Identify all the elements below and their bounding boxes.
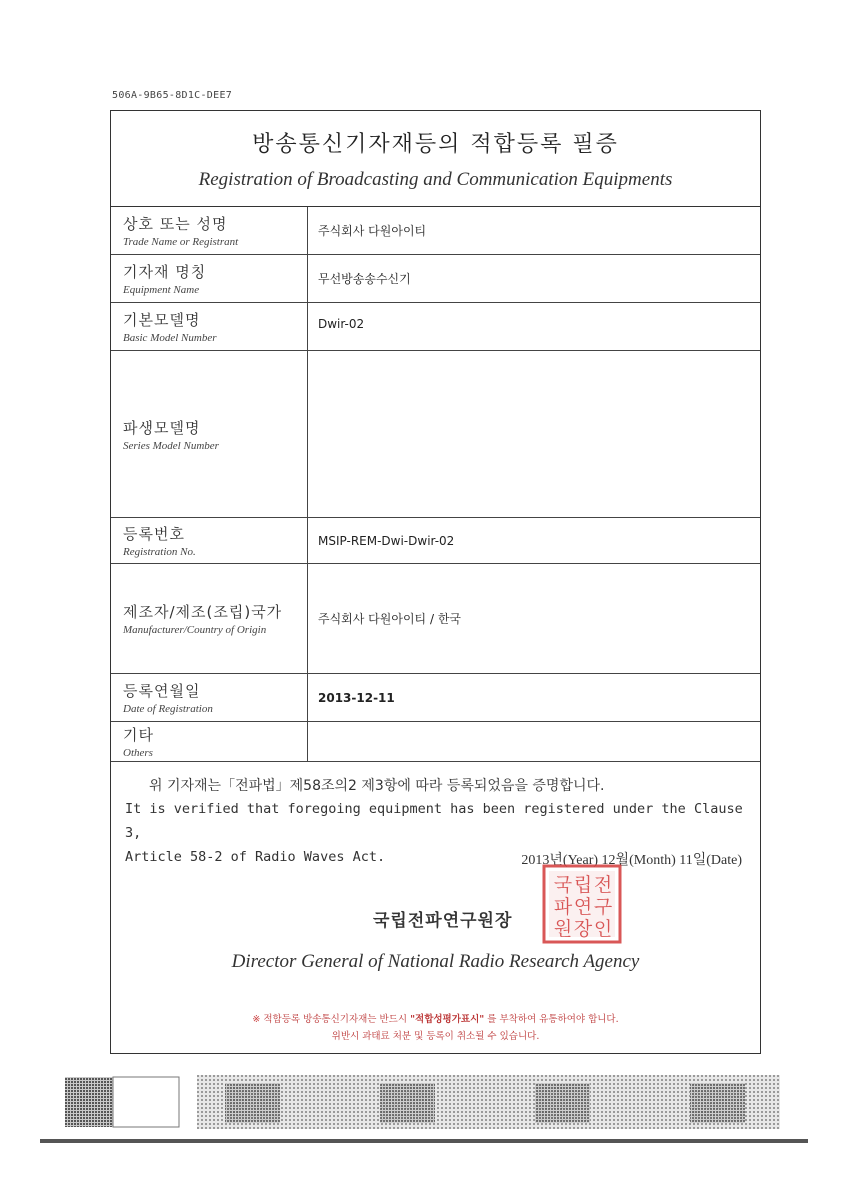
label-english: Series Model Number [123, 439, 219, 452]
notice-line2: 위반시 과태료 처분 및 등록이 취소될 수 있습니다. [331, 1031, 540, 1042]
svg-text:연: 연 [573, 896, 593, 918]
barcode-block-icon [65, 1077, 113, 1127]
barcode-strip [65, 1075, 780, 1131]
statement-english-line1: It is verified that foregoing equipment has been registered under the Clause 3, [125, 801, 743, 841]
value-series-model [308, 351, 760, 517]
official-seal-icon [541, 863, 623, 945]
label-korean: 등록연월일 [123, 682, 201, 700]
value-registration-no: MSIP-REM-Dwi-Dwir-02 [318, 533, 455, 548]
label-korean: 기타 [123, 726, 154, 744]
svg-text:립: 립 [573, 874, 593, 896]
row-label [111, 722, 308, 761]
svg-text:파: 파 [553, 896, 573, 918]
issue-date: 2013년(Year) 12월(Month) 11일(Date) [521, 853, 742, 868]
row-label [111, 303, 308, 350]
notice-line1-b: "적합성평가표시" [410, 1014, 485, 1025]
label-english: Manufacturer/Country of Origin [123, 624, 267, 636]
director-english: Director General of National Radio Research Agency [231, 951, 640, 972]
row-trade-name [111, 207, 760, 255]
value-registration-date: 2013-12-11 [318, 690, 395, 705]
value-equipment-name: 무선방송송수신기 [318, 272, 411, 286]
notice-line1-a: 적합등록 방송통신기자재는 반드시 [263, 1014, 408, 1025]
label-korean: 등록번호 [123, 525, 185, 543]
label-english: Others [123, 747, 153, 759]
row-label [111, 518, 308, 563]
notice [111, 1011, 760, 1045]
svg-text:인: 인 [593, 918, 613, 940]
notice-mark: ※ [252, 1014, 261, 1025]
statement-korean: 위 기자재는「전파법」제58조의2 제3항에 따라 등록되었음을 증명합니다. [149, 778, 605, 794]
row-label [111, 207, 308, 254]
title-korean: 방송통신기자재등의 적합등록 필증 [252, 132, 619, 157]
label-korean: 파생모델명 [123, 418, 201, 437]
row-label [111, 674, 308, 721]
row-registration-no [111, 518, 760, 564]
label-korean: 상호 또는 성명 [123, 215, 228, 233]
document-id: 506A-9B65-8D1C-DEE7 [112, 90, 233, 101]
label-english: Trade Name or Registrant [123, 236, 239, 248]
label-korean: 기자재 명칭 [123, 263, 207, 281]
registration-table [111, 206, 760, 762]
director-korean: 국립전파연구원장 [373, 911, 513, 931]
label-english: Equipment Name [123, 284, 200, 296]
svg-text:국: 국 [553, 874, 573, 896]
row-equipment-name [111, 255, 760, 303]
value-trade-name: 주식회사 다원아이티 [318, 224, 427, 238]
notice-line1 [111, 1011, 760, 1028]
row-basic-model [111, 303, 760, 351]
statement-english-line2: Article 58-2 of Radio Waves Act. [125, 849, 386, 865]
svg-text:장: 장 [573, 918, 593, 940]
value-basic-model: Dwir-02 [318, 317, 365, 331]
svg-text:전: 전 [593, 874, 613, 896]
row-registration-date [111, 674, 760, 722]
row-label [111, 351, 308, 517]
bottom-rule [40, 1139, 808, 1143]
label-korean: 기본모델명 [123, 311, 201, 329]
label-english: Date of Registration [123, 703, 213, 715]
certificate-frame [110, 110, 761, 1054]
label-english: Basic Model Number [123, 332, 217, 344]
row-manufacturer [111, 564, 760, 674]
row-series-model [111, 351, 760, 518]
value-others [308, 722, 760, 761]
label-english: Registration No. [123, 546, 196, 558]
title-english: Registration of Broadcasting and Communication Equipments [198, 169, 673, 190]
notice-line1-c: 를 부착하여 유통하여야 합니다. [487, 1014, 619, 1025]
row-others [111, 722, 760, 762]
row-label [111, 564, 308, 673]
svg-text:구: 구 [593, 896, 613, 918]
value-manufacturer: 주식회사 다원아이티 / 한국 [318, 612, 461, 626]
label-korean: 제조자/제조(조립)국가 [123, 603, 283, 621]
row-label [111, 255, 308, 302]
svg-text:원: 원 [553, 918, 573, 940]
